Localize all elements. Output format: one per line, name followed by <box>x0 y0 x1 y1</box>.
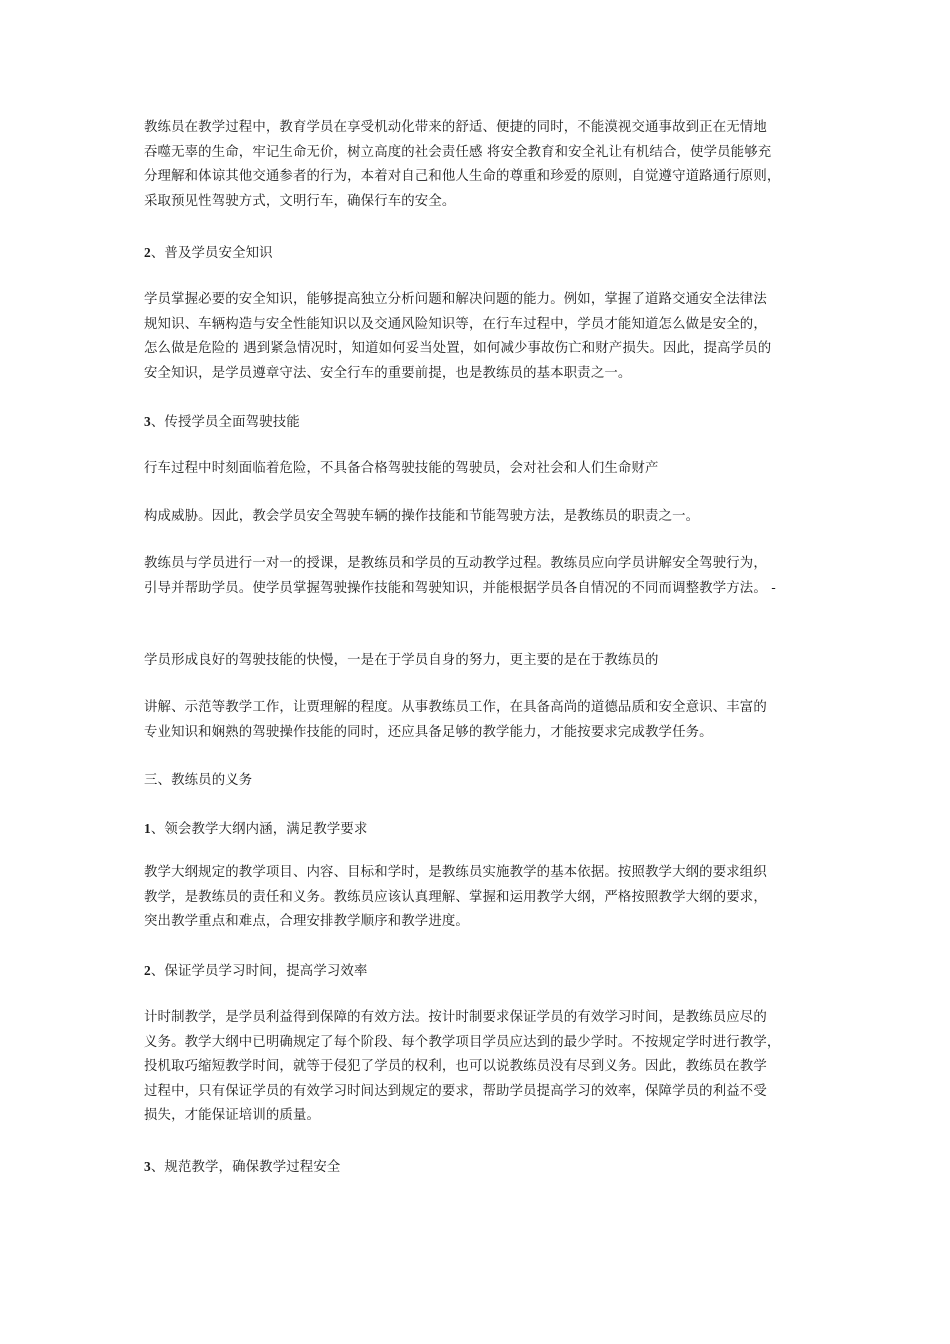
text-line: 投机取巧缩短教学时间，就等于侵犯了学员的权利，也可以说教练员没有尽到义务。因此，教练员在教学 <box>144 1059 767 1075</box>
text-line: 怎么做是危险的 遇到紧急情况时，知道如何妥当处置，如何减少事故伤亡和财产损失。因此，提高学员的 <box>144 341 772 357</box>
paragraph-driving-danger <box>144 457 810 482</box>
text-line: 教练员在教学过程中，教育学员在享受机动化带来的舒适、便捷的同时，不能漠视交通事故到正在无情地 <box>144 120 767 135</box>
paragraph-skill-speed <box>144 649 810 674</box>
text-line: 吞噬无辜的生命，牢记生命无价，树立高度的社会责任感 将安全教育和安全礼让有机结合，使学员能够充 <box>144 144 772 160</box>
text-line: 义务。教学大纲中已明确规定了每个阶段、每个教学项目学员应达到的最少学时。不按规定学时进行教学， <box>144 1034 781 1050</box>
text-line: 学员形成良好的驾驶技能的快慢，一是在于学员自身的努力，更主要的是在于教练员的 <box>144 653 659 668</box>
paragraph-safety-education <box>144 116 810 214</box>
paragraph-teaching-ability <box>144 696 810 745</box>
text-line: 教学，是教练员的责任和义务。教练员应该认真理解、掌握和运用教学大纲，严格按照教学大纲的要求， <box>144 889 767 905</box>
text-line: 过程中，只有保证学员的有效学习时间达到规定的要求，帮助学员提高学习的效率，保障学员的利益不受 <box>144 1083 767 1099</box>
text-line: 损失，才能保证培训的质量。 <box>144 1108 321 1124</box>
text-line: 计时制教学，是学员利益得到保障的有效方法。按计时制要求保证学员的有效学习时间，是教练员应尽的 <box>144 1010 767 1025</box>
heading-number: 1 <box>144 821 151 836</box>
section-heading-2 <box>144 241 810 267</box>
paragraph-threat <box>144 505 810 530</box>
text-line: 教学大纲规定的教学项目、内容、目标和学时，是教练员实施教学的基本依据。按照教学大纲的要求组织 <box>144 865 767 880</box>
heading-text: 、领会教学大纲内涵，满足教学要求 <box>150 822 368 837</box>
paragraph-one-on-one <box>144 552 810 601</box>
section-title-obligations <box>144 769 810 794</box>
heading-number: 3 <box>144 414 151 429</box>
text-line: 构成威胁。因此，教会学员安全驾驶车辆的操作技能和节能驾驶方法，是教练员的职责之一。 <box>144 509 700 524</box>
text-line: 突出教学重点和难点，合理安排教学顺序和教学进度。 <box>144 914 469 930</box>
text-line: 行车过程中时刻面临着危险，不具备合格驾驶技能的驾驶员，会对社会和人们生命财产 <box>144 461 659 476</box>
obligation-heading-1 <box>144 817 810 843</box>
heading-text: 、普及学员安全知识 <box>150 246 273 261</box>
text-line: 学员掌握必要的安全知识，能够提高独立分析问题和解决问题的能力。例如，掌握了道路交通安全法律法 <box>144 292 767 307</box>
text-line: 专业知识和娴熟的驾驶操作技能的同时，还应具备足够的教学能力，才能按要求完成教学任务。 <box>144 724 713 740</box>
text-line: 教练员与学员进行一对一的授课，是教练员和学员的互动教学过程。教练员应向学员讲解安全驾驶行为， <box>144 556 767 571</box>
heading-text: 、保证学员学习时间，提高学习效率 <box>150 964 368 979</box>
paragraph-study-time <box>144 1006 810 1129</box>
text-line: 采取预见性驾驶方式，文明行车，确保行车的安全。 <box>144 193 456 209</box>
heading-number: 2 <box>144 963 151 978</box>
paragraph-syllabus <box>144 861 810 935</box>
heading-text: 、规范教学，确保教学过程安全 <box>150 1160 341 1175</box>
heading-number: 2 <box>144 245 151 260</box>
text-line: 规知识、车辆构造与安全性能知识以及交通风险知识等，在行车过程中，学员才能知道怎么做是安全的， <box>144 316 767 332</box>
obligation-heading-2 <box>144 959 810 985</box>
section-heading-3 <box>144 410 810 436</box>
heading-text: 、传授学员全面驾驶技能 <box>150 415 300 430</box>
text-line: 三、教练员的义务 <box>144 773 253 788</box>
text-line: 安全知识，是学员遵章守法、安全行车的重要前提，也是教练员的基本职责之一。 <box>144 365 632 381</box>
text-line: 讲解、示范等教学工作，让贾理解的程度。从事教练员工作，在具备高尚的道德品质和安全意识、丰富的 <box>144 700 767 715</box>
text-line: 分理解和体谅其他交通参者的行为，本着对自己和他人生命的尊重和珍爱的原则，自觉遵守道路通行原则， <box>144 169 781 185</box>
obligation-heading-3 <box>144 1155 810 1181</box>
text-line: 引导并帮助学员。使学员掌握驾驶操作技能和驾驶知识，并能根据学员各自情况的不同而调整教学方法。 - <box>144 580 776 596</box>
paragraph-safety-knowledge <box>144 288 810 386</box>
heading-number: 3 <box>144 1159 151 1174</box>
